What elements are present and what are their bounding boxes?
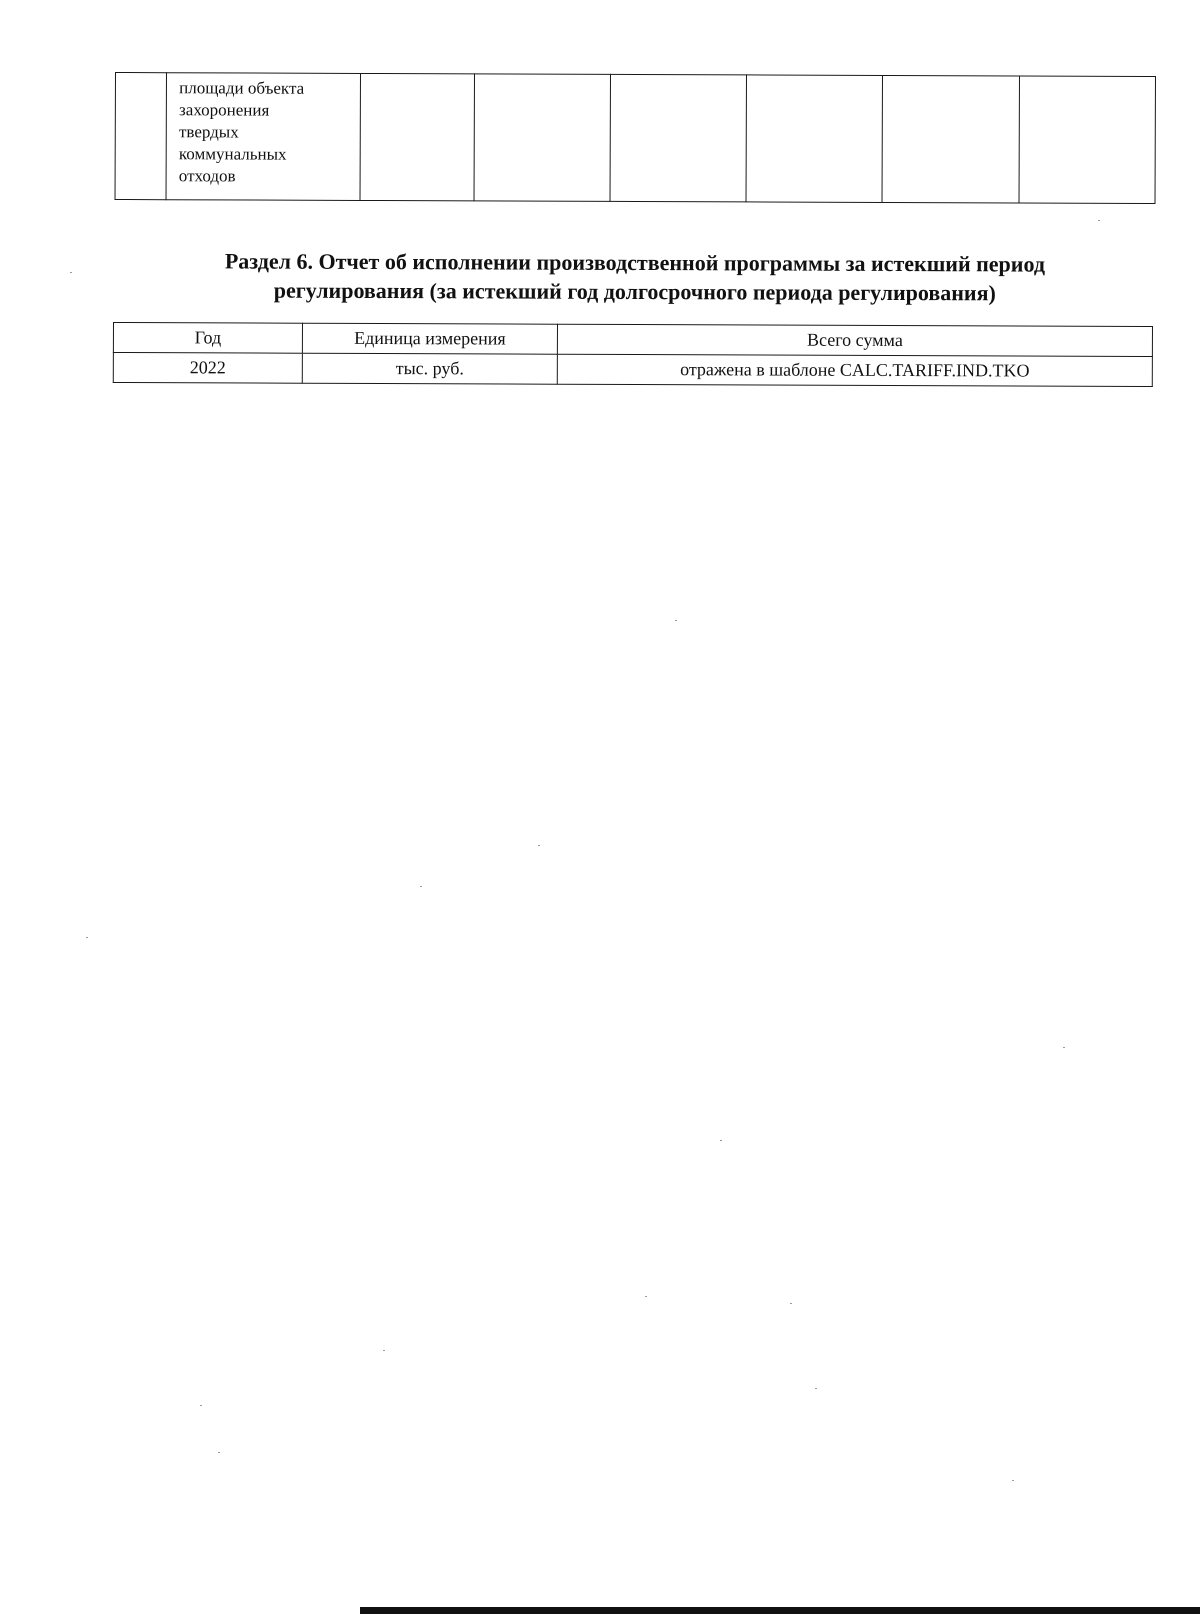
scan-speck <box>70 272 72 273</box>
table-cell-empty <box>360 73 474 200</box>
scan-speck <box>1012 1480 1014 1481</box>
scan-speck <box>720 1140 722 1141</box>
continuation-table <box>115 72 1156 204</box>
scan-speck <box>790 1303 792 1304</box>
scan-edge <box>360 1607 1200 1614</box>
column-header-total: Всего сумма <box>557 324 1152 356</box>
table-cell-empty <box>474 74 611 202</box>
description-line: захоронения <box>179 100 270 120</box>
description-line: отходов <box>178 166 236 186</box>
table-row <box>113 353 1152 387</box>
section-title-line-2: регулирования (за истекший год долгосрочного периода регулирования) <box>273 277 996 306</box>
description-line: твердых <box>178 122 239 142</box>
scan-speck <box>815 1388 817 1389</box>
column-header-unit: Единица измерения <box>302 323 557 354</box>
report-table <box>113 322 1153 387</box>
table-header-row <box>113 323 1152 357</box>
table-cell-empty <box>882 75 1019 203</box>
table-cell-empty <box>746 75 883 203</box>
scan-speck <box>1098 220 1100 221</box>
scan-speck <box>200 1405 202 1406</box>
section-title-line-1: Раздел 6. Отчет об исполнении производственной программы за истекший период <box>224 248 1046 277</box>
scan-speck <box>645 1296 647 1297</box>
table-cell-empty <box>610 74 747 202</box>
scan-speck <box>1063 1047 1065 1048</box>
scan-speck <box>86 937 88 938</box>
scan-speck <box>218 1452 220 1453</box>
column-header-year: Год <box>113 323 302 354</box>
table-row <box>115 73 1155 204</box>
cell-total: отражена в шаблоне CALC.TARIFF.IND.TKO <box>557 354 1152 386</box>
cell-year: 2022 <box>113 353 302 384</box>
scan-speck <box>420 886 422 887</box>
table-cell-description <box>166 73 360 201</box>
scan-speck <box>383 1350 385 1351</box>
section-title <box>115 246 1155 308</box>
scan-speck <box>538 845 540 846</box>
table-cell-number <box>115 73 167 200</box>
description-line: площади объекта <box>179 78 305 98</box>
table-cell-empty <box>1019 76 1156 204</box>
description-line: коммунальных <box>178 144 287 164</box>
cell-unit: тыс. руб. <box>302 353 557 384</box>
scan-speck <box>675 620 677 621</box>
